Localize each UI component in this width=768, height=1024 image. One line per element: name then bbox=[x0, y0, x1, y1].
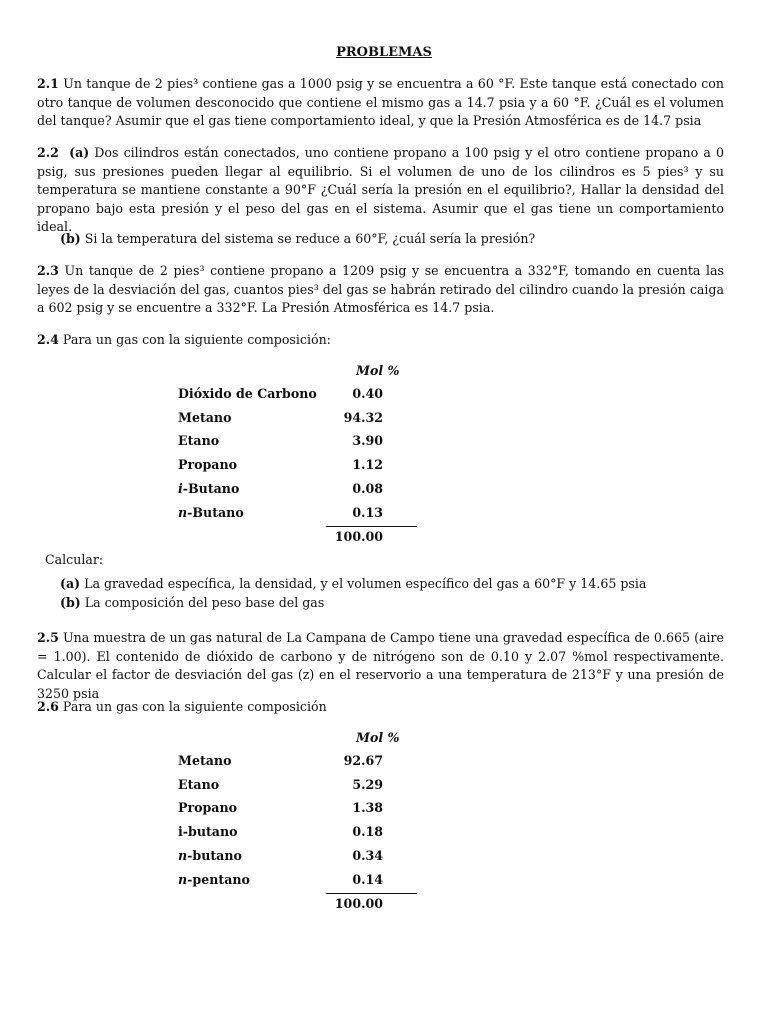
table-row bbox=[178, 847, 418, 867]
component-name: Propano bbox=[178, 800, 238, 815]
page-title: PROBLEMAS bbox=[336, 45, 432, 60]
problem-2-3 bbox=[37, 262, 724, 318]
mol-value: 0.40 bbox=[352, 386, 383, 401]
part-label-a: (a) bbox=[60, 576, 81, 591]
calc-item-b bbox=[60, 594, 324, 613]
problem-number: 2.2 bbox=[37, 145, 59, 160]
part-label-b: (b) bbox=[60, 231, 81, 246]
sum-rule bbox=[326, 893, 417, 894]
part-label-a: (a) bbox=[69, 145, 90, 160]
mol-value: 5.29 bbox=[352, 777, 383, 792]
problem-2-5 bbox=[37, 629, 724, 703]
table-row bbox=[178, 871, 418, 891]
problem-number: 2.1 bbox=[37, 76, 59, 91]
component-name: -Butano bbox=[187, 505, 244, 520]
mol-value: 0.18 bbox=[352, 824, 383, 839]
component-name: Metano bbox=[178, 753, 232, 768]
prefix: n bbox=[178, 872, 188, 887]
component-name: -pentano bbox=[187, 872, 250, 887]
table-row bbox=[178, 504, 418, 524]
mol-value: 0.13 bbox=[352, 505, 383, 520]
calc-text-b: La composición del peso base del gas bbox=[80, 595, 325, 610]
calc-text-a: La gravedad específica, la densidad, y el volumen específico del gas a 60°F y 14.65 psia bbox=[80, 576, 647, 591]
problem-number: 2.4 bbox=[37, 332, 59, 347]
problem-text: Dos cilindros están conectados, uno contiene propano a 100 psig y el otro contiene propano a 0 psig, sus presiones pueden llegar al equilibrio. Si el volumen de uno de los cilindros es 5 pies³ y su temperatura se mantiene constante a 90°F ¿Cuál sería la presión en el equilibrio?, Hallar la densidad del propano bajo esta presión y el peso del gas en el sistema. Asumir que el gas tiene un comportamiento ideal. bbox=[37, 145, 724, 235]
problem-text: Un tanque de 2 pies³ contiene gas a 1000 psig y se encuentra a 60 °F. Este tanque está conectado con otro tanque de volumen desconocido que contiene el mismo gas a 14.7 psia y a 60 °F. ¿Cuál es el volumen del tanque? Asumir que el gas tiene comportamiento ideal, y que la Presión Atmosférica es de 14.7 psia bbox=[37, 76, 724, 129]
mol-value: 94.32 bbox=[343, 410, 383, 425]
table-row bbox=[178, 456, 418, 476]
table-row bbox=[178, 823, 418, 843]
sum-rule bbox=[326, 526, 417, 527]
problem-number: 2.5 bbox=[37, 630, 59, 645]
problem-2-2-b bbox=[60, 230, 535, 249]
problem-2-2 bbox=[37, 144, 724, 237]
prefix: n bbox=[178, 505, 188, 520]
table-row bbox=[178, 432, 418, 452]
component-name: -Butano bbox=[182, 481, 240, 496]
component-name: -butano bbox=[187, 848, 242, 863]
problem-number: 2.3 bbox=[37, 263, 59, 278]
mol-value: 1.38 bbox=[352, 800, 383, 815]
problem-text-b: Si la temperatura del sistema se reduce a 60°F, ¿cuál sería la presión? bbox=[80, 231, 536, 246]
mol-value: 0.34 bbox=[352, 848, 383, 863]
table-total: 100.00 bbox=[334, 529, 383, 544]
table-row bbox=[178, 480, 418, 500]
table-header-mol: Mol % bbox=[356, 363, 400, 378]
mol-value: 0.14 bbox=[352, 872, 383, 887]
problem-text: Para un gas con la siguiente composición: bbox=[58, 332, 331, 347]
problem-2-4 bbox=[37, 331, 331, 350]
table-total: 100.00 bbox=[334, 896, 383, 911]
table-row bbox=[178, 409, 418, 429]
mol-value: 1.12 bbox=[352, 457, 383, 472]
part-label-b: (b) bbox=[60, 595, 81, 610]
problem-number: 2.6 bbox=[37, 699, 59, 714]
problem-2-1 bbox=[37, 75, 724, 131]
problem-2-6 bbox=[37, 698, 327, 717]
calc-item-a bbox=[60, 575, 646, 594]
problem-text: Una muestra de un gas natural de La Campana de Campo tiene una gravedad específica de 0.665 (aire = 1.00). El contenido de dióxido de carbono y de nitrógeno son de 0.10 y 2.07 %mol respectivamente. Calcular el factor de desviación del gas (z) en el reservorio a una temperatura de 213°F y una presión de 3250 psia bbox=[37, 630, 724, 701]
calc-label: Calcular: bbox=[45, 552, 104, 567]
table-row bbox=[178, 385, 418, 405]
component-name: Propano bbox=[178, 457, 238, 472]
table-row bbox=[178, 799, 418, 819]
component-name: i-butano bbox=[178, 824, 238, 839]
problem-text: Para un gas con la siguiente composición bbox=[58, 699, 327, 714]
component-name: Metano bbox=[178, 410, 232, 425]
prefix: n bbox=[178, 848, 188, 863]
prefix: i bbox=[178, 481, 183, 496]
table-row bbox=[178, 776, 418, 796]
mol-value: 0.08 bbox=[352, 481, 383, 496]
component-name: Dióxido de Carbono bbox=[178, 386, 317, 401]
mol-value: 3.90 bbox=[352, 433, 383, 448]
problem-text: Un tanque de 2 pies³ contiene propano a 1209 psig y se encuentra a 332°F, tomando en cuenta las leyes de la desviación del gas, cuantos pies³ del gas se habrán retirado del cilindro cuando la presión caiga a 602 psig y se encuentre a 332°F. La Presión Atmosférica es 14.7 psia. bbox=[37, 263, 724, 316]
table-row bbox=[178, 752, 418, 772]
mol-value: 92.67 bbox=[343, 753, 383, 768]
component-name: Etano bbox=[178, 777, 220, 792]
component-name: Etano bbox=[178, 433, 220, 448]
table-header-mol: Mol % bbox=[356, 730, 400, 745]
